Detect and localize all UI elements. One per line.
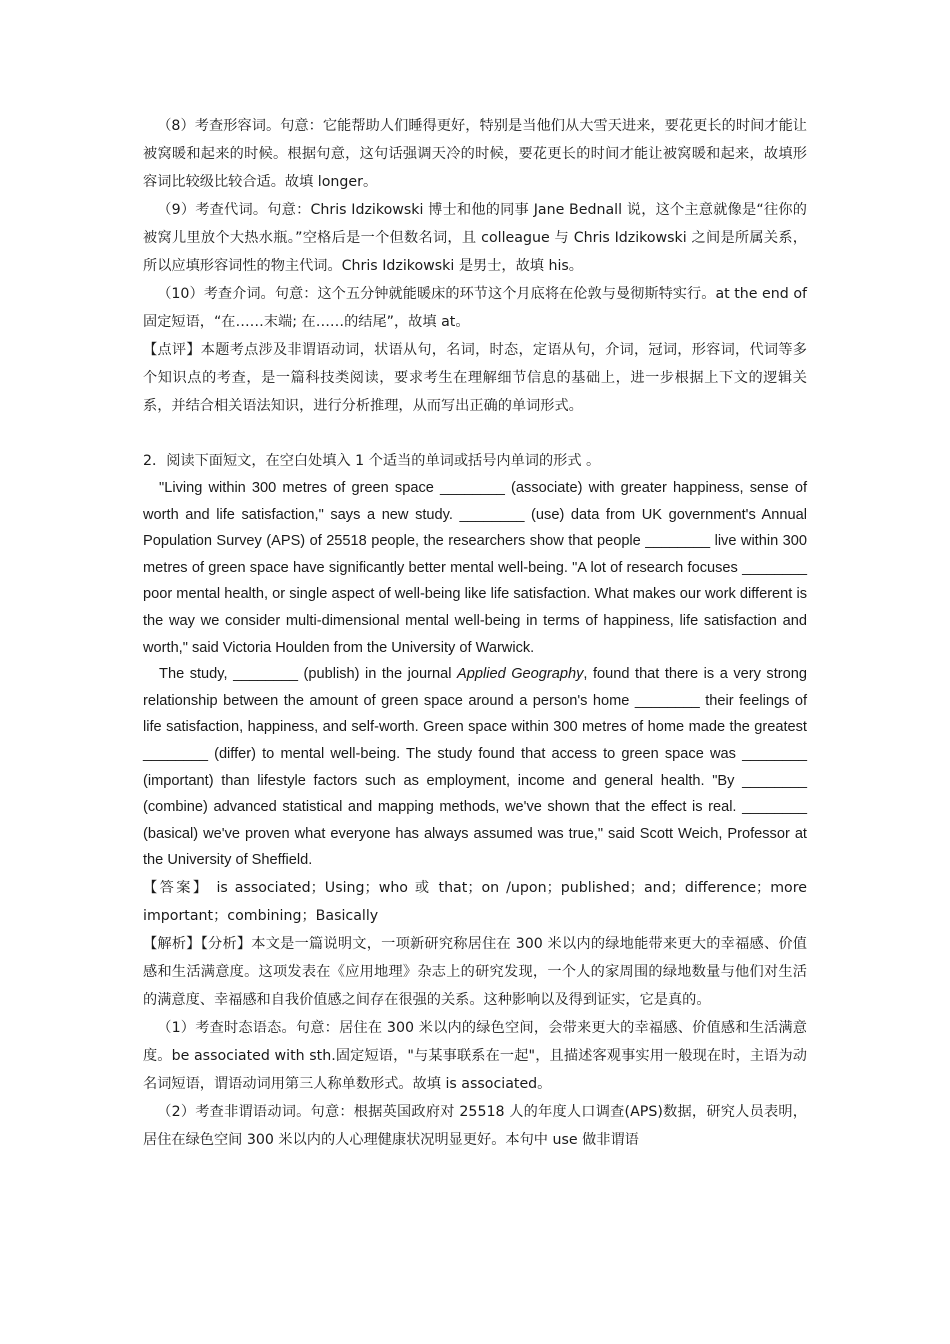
question-heading: 2．阅读下面短文，在空白处填入 1 个适当的单词或括号内单词的形式 。 (143, 453, 601, 469)
answer-line: 【答案】 is associated；Using；who 或 that；on /upon；published；and；difference；more important；combining；Basically (143, 879, 807, 924)
analysis-item-2: （2）考查非谓语动词。句意：根据英国政府对 25518 人的年度人口调查(APS)数据，研究人员表明，居住在绿色空间 300 米以内的人心理健康状况明显更好。本句中 use 做非谓语 (143, 1103, 807, 1148)
document-page (143, 112, 807, 1154)
analysis-paragraph: 【解析】【分析】本文是一篇说明文，一项新研究称居住在 300 米以内的绿地能带来更大的幸福感、价值感和生活满意度。这项发表在《应用地理》杂志上的研究发现，一个人的家周围的绿地数量与他们对生活的满意度、幸福感和自我价值感之间存在很强的关系。这种影响以及得到证实，它是真的。 (143, 935, 807, 1008)
passage-paragraph-2 (143, 661, 807, 874)
analysis-item-1: （1）考查时态语态。句意：居住在 300 米以内的绿色空间，会带来更大的幸福感、价值感和生活满意度。be associated with sth.固定短语，"与某事联系在一起"，且描述客观事实用一般现在时，主语为动名词短语，谓语动词用第三人称单数形式。故填 is associated。 (143, 1019, 807, 1092)
explanation-item-8: （8）考查形容词。句意：它能帮助人们睡得更好，特别是当他们从大雪天进来，要花更长的时间才能让被窝暖和起来的时候。根据句意，这句话强调天冷的时候，要花更长的时间才能让被窝暖和起来，故填形容词比较级比较合适。故填 longer。 (143, 118, 807, 190)
passage-p2-after: , found that there is a very strong relationship between the amount of green space around a person's home ________ their feelings of life satisfaction, happiness, and self-worth. Green space within 300 metres of home made the greatest ________ (differ) to mental well-being. The study found that access to green space was ________ (important) than lifestyle factors such as employment, income and general health. "By ________ (combine) advanced statistical and mapping methods, we've shown that the effect is real. ________ (basical) we've proven what everyone has always assumed was true," said Scott Weich, Professor at the University of Sheffield. (143, 666, 807, 869)
explanation-item-9: （9）考查代词。句意：Chris Idzikowski 博士和他的同事 Jane Bednall 说，这个主意就像是“往你的被窝儿里放个大热水瓶。”空格后是一个但数名词，且 colleague 与 Chris Idzikowski 之间是所属关系，所以应填形容词性的物主代词。Chris Idzikowski 是男士，故填 his。 (143, 202, 807, 274)
explanation-item-10: （10）考查介词。句意：这个五分钟就能暖床的环节这个月底将在伦敦与曼彻斯特实行。at the end of 固定短语，“在……末端; 在……的结尾”，故填 at。 (143, 286, 807, 330)
comment-paragraph: 【点评】本题考点涉及非谓语动词，状语从句，名词，时态，定语从句，介词，冠词，形容词，代词等多个知识点的考查，是一篇科技类阅读，要求考生在理解细节信息的基础上，进一步根据上下文的逻辑关系，并结合相关语法知识，进行分析推理，从而写出正确的单词形式。 (143, 342, 807, 414)
journal-title: Applied Geography (457, 666, 584, 683)
section-gap (143, 420, 807, 447)
passage-p2-before: The study, ________ (publish) in the journal (159, 666, 457, 683)
passage-paragraph-1: "Living within 300 metres of green space ________ (associate) with greater happiness, sense of worth and life satisfaction," says a new study. ________ (use) data from UK government's Annual Population Survey (APS) of 25518 people, the researchers show that people ________ live within 300 metres of green space have significantly better mental well-being. "A lot of research focuses ________ poor mental health, or single aspect of well-being like life satisfaction. What makes our work different is the way we consider multi-dimensional mental well-being in terms of happiness, life satisfaction and worth," said Victoria Houlden from the University of Warwick. (143, 480, 807, 656)
